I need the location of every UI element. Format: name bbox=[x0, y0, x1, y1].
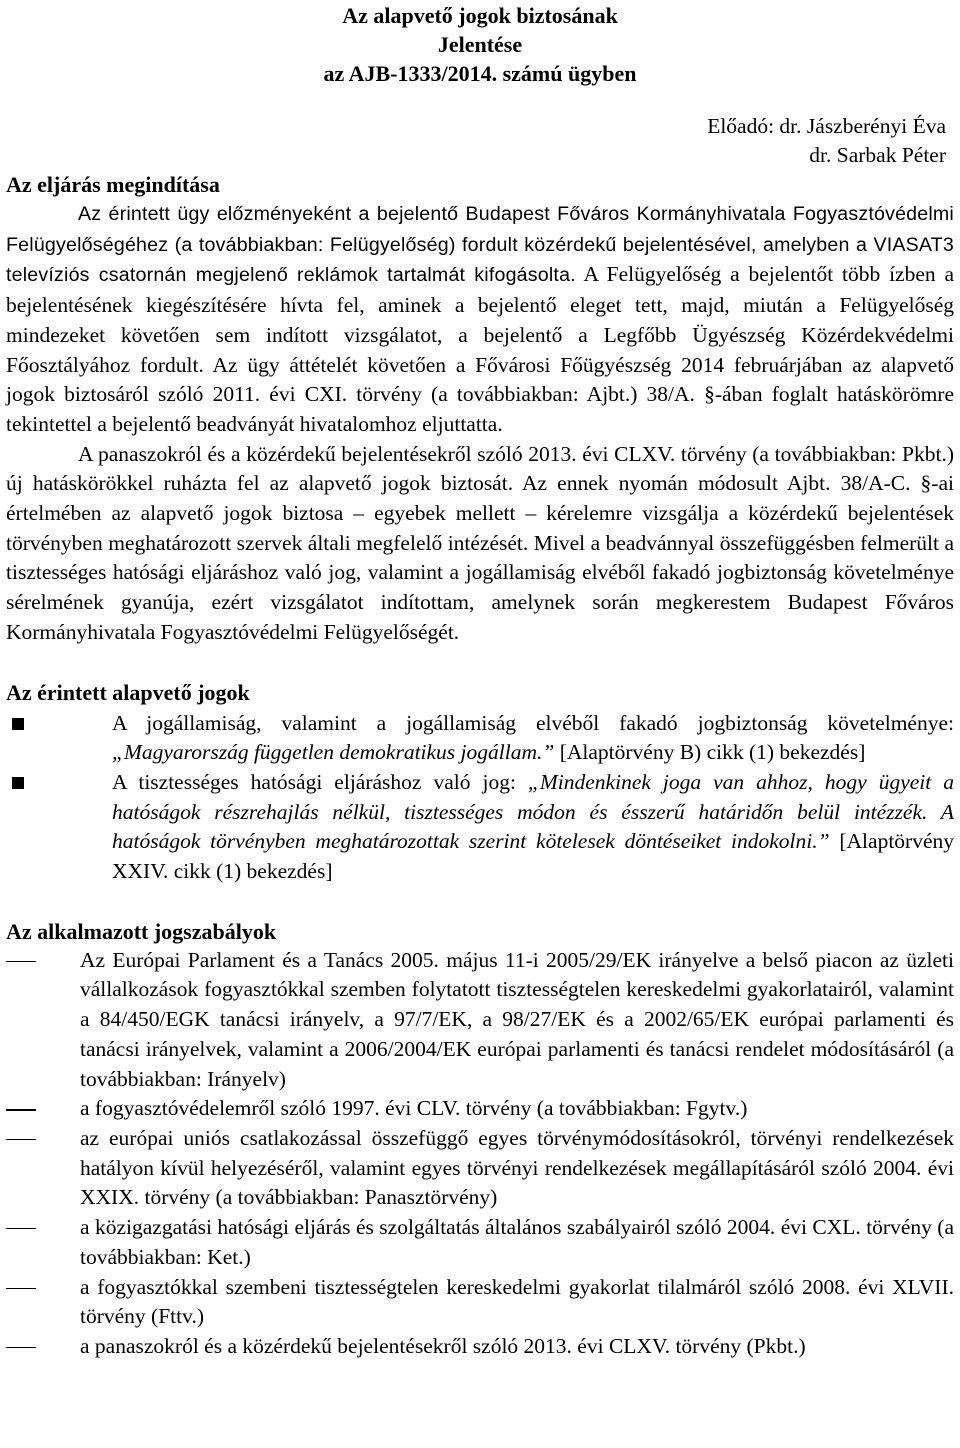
rights-section bbox=[6, 678, 954, 887]
dash-bullet-icon bbox=[6, 1094, 80, 1124]
rights-list-item bbox=[6, 768, 954, 887]
dash-bullet-icon bbox=[6, 1213, 80, 1272]
law-list-item bbox=[6, 1124, 954, 1213]
rights-item-2-quote: „Mindenkinek joga van ahhoz, hogy ügyeit a hatóságok részrehajlás nélkül, tisztességes módon és ésszerű határidőn belül intézzék. A hatóságok törvényben meghatározottak szerint kötelesek döntéseiket indokolni.” bbox=[112, 769, 954, 854]
rights-item-1-ref: [Alaptörvény B) cikk (1) bekezdés] bbox=[554, 740, 866, 765]
rights-heading: Az érintett alapvető jogok bbox=[6, 679, 250, 705]
reporter-line-2: dr. Sarbak Péter bbox=[809, 143, 946, 167]
law-list-item bbox=[6, 1213, 954, 1272]
title-line-2: Jelentése bbox=[437, 32, 523, 57]
square-bullet-icon bbox=[6, 709, 48, 768]
initiation-paragraph-1-sans: Az érintett ügy előzményeként a bejelentő Budapest Főváros Kormányhivatala Fogyasztóvédelmi Felügyelőségéhez (a továbbiakban: Felügyelőség) fordult közérdekű bejelentésével, amelyben a VIASAT3 televíziós csatornán megjelenő reklámok tartalmát kifogásolta. bbox=[6, 203, 954, 287]
dash-bullet-icon bbox=[6, 1124, 80, 1213]
laws-list bbox=[6, 946, 954, 1362]
title-line-1: Az alapvető jogok biztosának bbox=[342, 3, 618, 28]
initiation-paragraph-2: A panaszokról és a közérdekű bejelentésekről szóló 2013. évi CLXV. törvény (a továbbiakban: Pkbt.) új hatáskörökkel ruházta fel az alapvető jogok biztosát. Az ennek nyomán módosult Ajbt. 38/A-C. §-ai értelmében az alapvető jogok biztosa – egyebek mellett – kérelemre vizsgálja a közérdekű bejelentések törvényben meghatározott szervek általi megfelelő intézését. Mivel a beadvánnyal összefüggésben felmerült a tisztességes hatósági eljáráshoz való jog, valamint a jogállamiság elvéből fakadó jogbiztonság követelménye sérelmének gyanúja, ezért vizsgálatot indítottam, amelynek során megkerestem Budapest Főváros Kormányhivatala Fogyasztóvédelmi Felügyelőségét. bbox=[6, 441, 954, 644]
rights-item-text bbox=[112, 709, 954, 768]
law-list-item bbox=[6, 1273, 954, 1332]
law-item-text: a panaszokról és a közérdekű bejelentésekről szóló 2013. évi CLXV. törvény (Pkbt.) bbox=[80, 1333, 806, 1358]
rights-item-2-ref: [Alaptörvény XXIV. cikk (1) bekezdés] bbox=[112, 829, 954, 884]
law-list-item bbox=[6, 1094, 954, 1124]
title-line-3: az AJB-1333/2014. számú ügyben bbox=[323, 61, 637, 86]
law-item-text: az európai uniós csatlakozással összefüggő egyes törvénymódosításokról, törvényi rendelkezések hatályon kívül helyezéséről, valamint egyes törvényi rendelkezések megállapításáról szóló 2004. évi XXIX. törvény (a továbbiakban: Panasztörvény) bbox=[80, 1125, 954, 1210]
law-item-text: a közigazgatási hatósági eljárás és szolgáltatás általános szabályairól szóló 2004. évi CXL. törvény (a továbbiakban: Ket.) bbox=[80, 1215, 954, 1269]
dash-bullet-icon bbox=[6, 1332, 80, 1362]
law-item-text: a fogyasztóvédelemről szóló 1997. évi CLV. törvény (a továbbiakban: Fgytv.) bbox=[80, 1096, 748, 1121]
rights-item-2-text: A tisztességes hatósági eljáráshoz való jog: bbox=[112, 769, 528, 794]
dash-bullet-icon bbox=[6, 1273, 80, 1332]
initiation-section bbox=[6, 170, 954, 648]
rights-item-text bbox=[112, 768, 954, 887]
reporter-line-1: Előadó: dr. Jászberényi Éva bbox=[707, 114, 946, 138]
reporters-block bbox=[6, 112, 954, 170]
law-item-text: a fogyasztókkal szembeni tisztességtelen kereskedelmi gyakorlat tilalmáról szóló 2008. évi XLVII. törvény (Fttv.) bbox=[80, 1274, 954, 1329]
law-item-text: Az Európai Parlament és a Tanács 2005. május 11-i 2005/29/EK irányelve a belső piacon az üzleti vállalkozások fogyasztókkal szemben folytatott tisztességtelen kereskedelmi gyakorlatairól, valamint a 84/450/EGK tanácsi irányelv, a 97/7/EK, a 98/27/EK és a 2002/65/EK európai parlamenti és tanácsi irányelvek, valamint a 2006/2004/EK európai parlamenti és tanácsi rendelet módosításáról (a továbbiakban: Irányelv) bbox=[80, 947, 954, 1091]
rights-item-1-text: A jogállamiság, valamint a jogállamiság elvéből fakadó jogbiztonság követelménye: bbox=[112, 710, 954, 735]
laws-section bbox=[6, 917, 954, 1362]
square-bullet-icon bbox=[6, 768, 48, 887]
law-list-item bbox=[6, 946, 954, 1095]
rights-item-1-quote: „Magyarország független demokratikus jogállam.” bbox=[112, 740, 555, 765]
document-title bbox=[6, 0, 954, 88]
laws-heading: Az alkalmazott jogszabályok bbox=[6, 918, 277, 944]
rights-list-item bbox=[6, 709, 954, 768]
law-list-item bbox=[6, 1332, 954, 1362]
rights-list bbox=[6, 709, 954, 887]
initiation-heading: Az eljárás megindítása bbox=[6, 172, 220, 197]
dash-bullet-icon bbox=[6, 946, 80, 1095]
initiation-paragraph-1 bbox=[6, 199, 954, 440]
initiation-paragraph-1-serif: A Felügyelőség a bejelentőt több ízben a bejelentésének kiegészítésére hívta fel, aminek a bejelentő eleget tett, majd, miután a Felügyelőség mindezeket követően sem indított vizsgálatot, a bejelentő a Legfőbb Ügyészség Közérdekvédelmi Főosztályához fordult. Az ügy áttételét követően a Fővárosi Főügyészség 2014 februárjában az alapvető jogok biztosáról szóló 2011. évi CXI. törvény (a továbbiakban: Ajbt.) 38/A. §-ában foglalt hatáskörömre tekintettel a bejelentő beadványát hivatalomhoz eljuttatta. bbox=[6, 262, 954, 436]
